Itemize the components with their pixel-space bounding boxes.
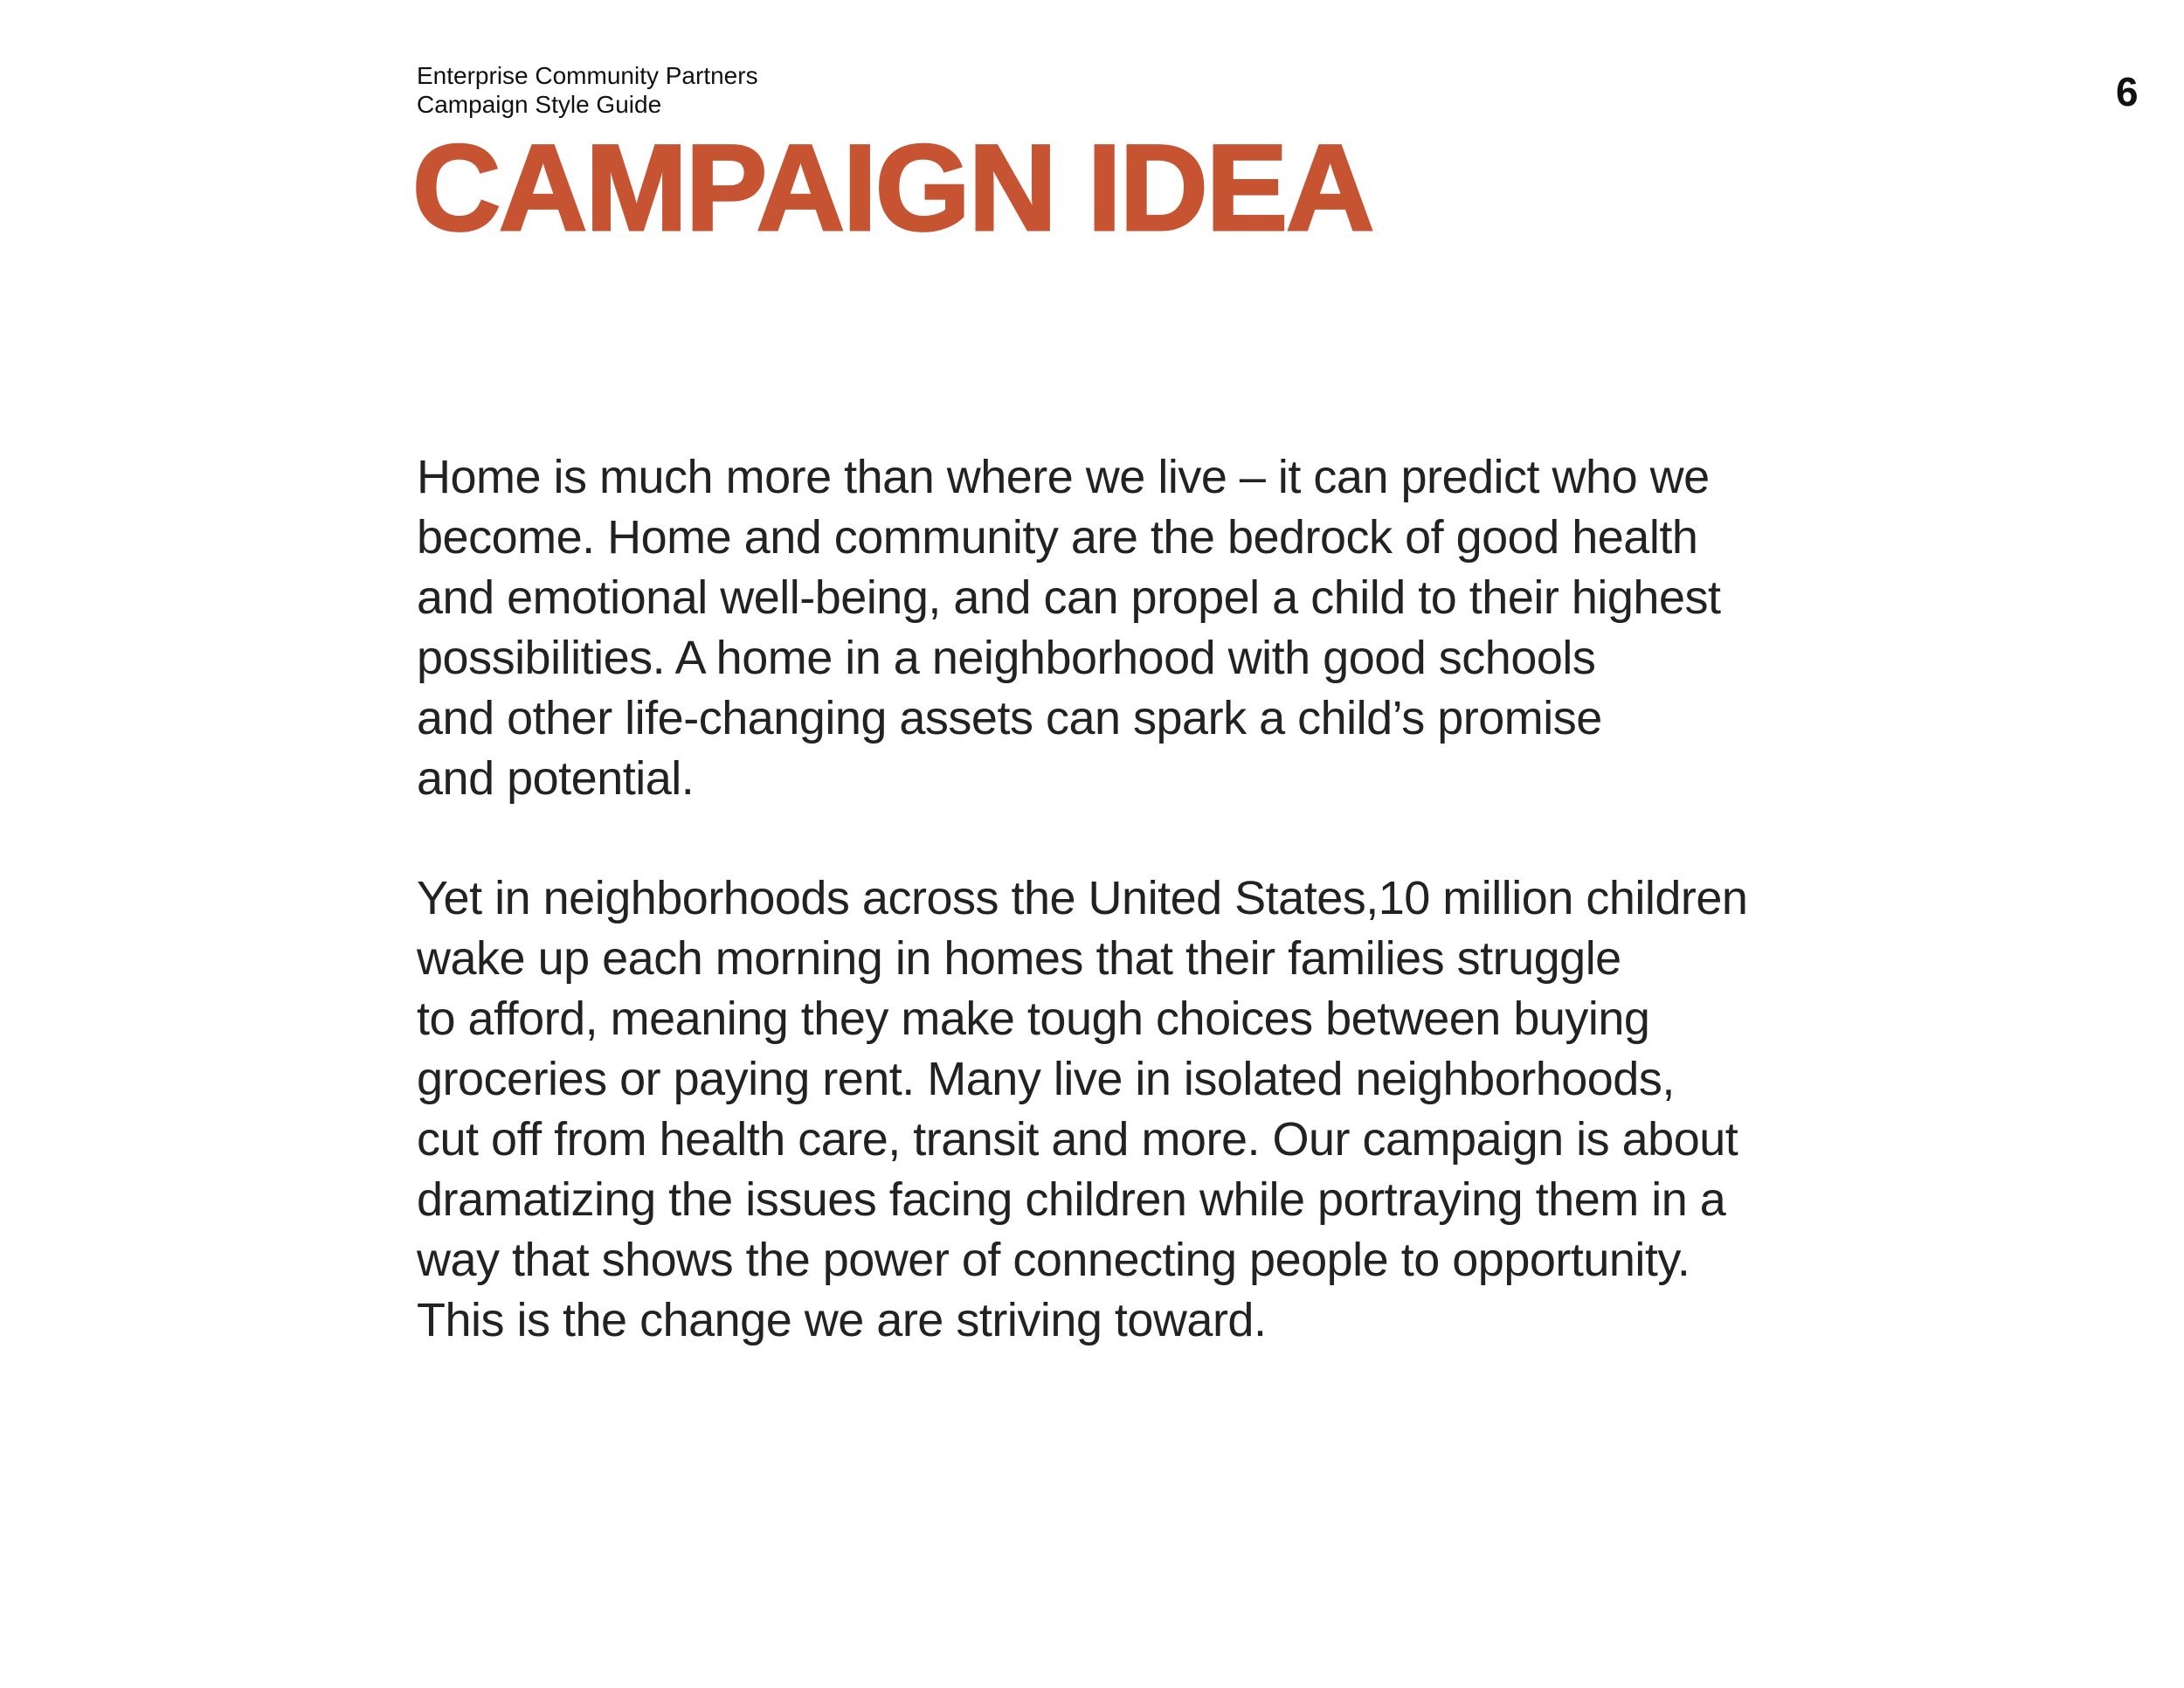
header-org: Enterprise Community Partners <box>417 62 758 89</box>
text-line: Yet in neighborhoods across the United States,10 million children <box>417 872 1748 924</box>
text-line: groceries or paying rent. Many live in isolated neighborhoods, <box>417 1053 1675 1105</box>
running-header <box>417 61 758 119</box>
text-line: Home is much more than where we live – it can predict who we <box>417 451 1710 503</box>
text-line: possibilities. A home in a neighborhood with good schools <box>417 632 1596 684</box>
page-number: 6 <box>2116 69 2139 114</box>
text-line: and potential. <box>417 752 695 805</box>
text-line: wake up each morning in homes that their families struggle <box>417 932 1621 985</box>
paragraph-1 <box>417 447 1720 809</box>
paragraph-2 <box>417 868 1747 1351</box>
text-line: and other life-changing assets can spark a child’s promise <box>417 692 1602 744</box>
page-title: CAMPAIGN IDEA <box>412 119 1373 256</box>
header-doc-title: Campaign Style Guide <box>417 91 662 118</box>
text-line: and emotional well-being, and can propel a child to their highest <box>417 571 1721 624</box>
text-line: cut off from health care, transit and more. Our campaign is about <box>417 1113 1738 1166</box>
text-line: to afford, meaning they make tough choices between buying <box>417 993 1650 1045</box>
text-line: become. Home and community are the bedrock of good health <box>417 511 1698 564</box>
text-line: dramatizing the issues facing children while portraying them in a <box>417 1173 1726 1226</box>
text-line: way that shows the power of connecting people to opportunity. <box>417 1234 1690 1286</box>
text-line: This is the change we are striving toward. <box>417 1294 1267 1346</box>
